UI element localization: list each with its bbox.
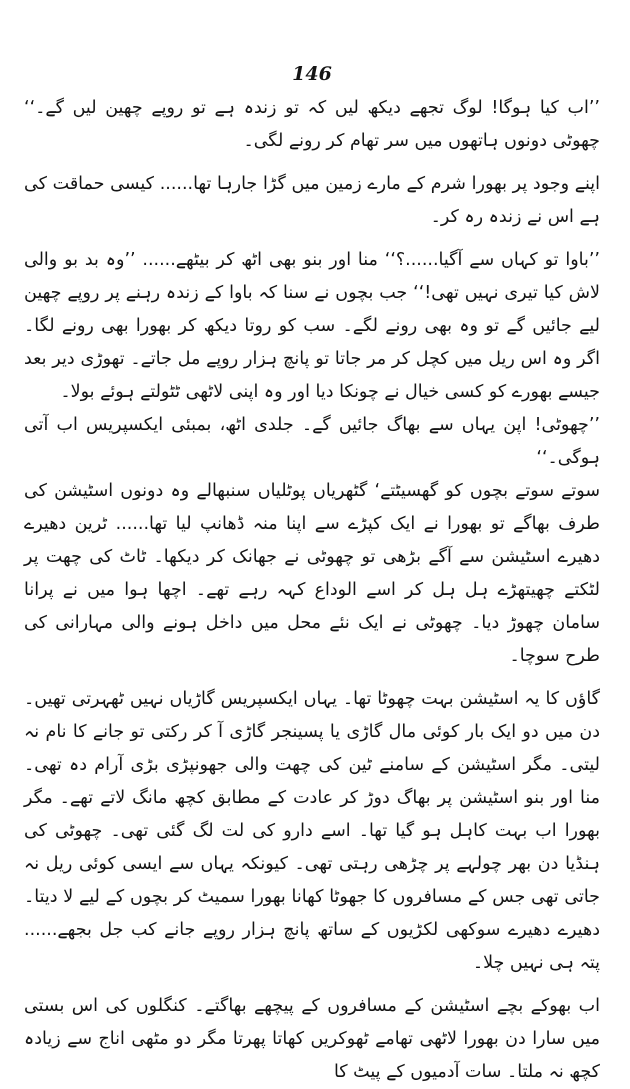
paragraph: سوتے سوتے بچوں کو گھسیٹتے‘ گٹھریاں پوٹلیاں سنبھالے وہ دونوں اسٹیشن کی طرف بھاگے تو بھورا نے ایک کپڑے سے اپنا منہ ڈھانپ لیا تھا...... ٹرین دھیرے دھیرے اسٹیشن سے آگے بڑھی تو چھوٹی نے جھانک کر دیکھا۔ ٹاٹ کی چھت پر لٹکتے چھیتھڑے ہل ہل کر اسے الوداع کہہ رہے تھے۔ اچھا ہوا میں نے پرانا سامان چھوڑ دیا۔ چھوٹی نے ایک نئے محل میں داخل ہونے والی مہارانی کی طرح سوچا۔ xyxy=(24,481,600,666)
paragraph: اب بھوکے بچے اسٹیشن کے مسافروں کے پیچھے بھاگتے۔ کنگلوں کی اس بستی میں سارا دن بھورا لاٹھی تھامے ٹھوکریں کھاتا پھرتا مگر دو مٹھی اناج سے زیادہ کچھ نہ ملتا۔ سات آدمیوں کے پیٹ کا xyxy=(24,996,600,1082)
paragraph: گاؤں کا یہ اسٹیشن بہت چھوٹا تھا۔ یہاں ایکسپریس گاڑیاں نہیں ٹھہرتی تھیں۔ دن میں دو ایک بار کوئی مال گاڑی یا پسینجر گاڑی آ کر رکتی تو جانے کا نام نہ لیتی۔ مگر اسٹیشن کے سامنے ٹین کی چھت والی جھونپڑی بڑی آرام دہ تھی۔ منا اور بنو اسٹیشن پر بھاگ دوڑ کر عادت کے مطابق کچھ مانگ لاتے تھے۔ مگر بھورا اب بہت کاہل ہو گیا تھا۔ اسے دارو کی لت لگ گئی تھی۔ چھوٹی کی ہنڈیا دن بھر چولہے پر چڑھی رہتی تھی۔ کیونکہ یہاں سے ایسی کوئی ریل نہ جاتی تھی جس کے مسافروں کا جھوٹا کھانا بھورا سمیٹ کر بچوں کے لیے لا دیتا۔ دھیرے دھیرے سوکھی لکڑیوں کے ساتھ پانچ ہزار روپے جانے کب جل بجھے...... پتہ ہی نہیں چلا۔ xyxy=(24,689,600,973)
paragraph: ’’اب کیا ہوگا! لوگ تجھے دیکھ لیں کہ تو زندہ ہے تو روپے چھین لیں گے۔‘‘ چھوٹی دونوں ہاتھوں میں سر تھام کر رونے لگی۔ xyxy=(24,98,600,151)
paragraph: ’’باوا تو کہاں سے آگیا......؟‘‘ منا اور بنو بھی اٹھ کر بیٹھے...... ’’وہ بد بو والی لاش کیا تیری نہیں تھی!‘‘ جب بچوں نے سنا کہ باوا کے زندہ رہنے پر روپے چھین لیے جائیں گے تو وہ بھی رونے لگے۔ سب کو روتا دیکھ کر بھورا بھی رونے لگا۔ اگر وہ اس ریل میں کچل کر مر جاتا تو پانچ ہزار روپے مل جاتے۔ تھوڑی دیر بعد جیسے بھورے کو کسی خیال نے چونکا دیا اور وہ اپنی لاٹھی ٹٹولتے ہوئے بولا۔ xyxy=(24,250,600,402)
page-body xyxy=(24,92,600,1089)
page-number: 146 xyxy=(292,63,332,85)
paragraph: اپنے وجود پر بھورا شرم کے مارے زمین میں گڑا جارہا تھا...... کیسی حماقت کی ہے اس نے زندہ رہ کر۔ xyxy=(24,174,600,227)
paragraph: ’’چھوٹی! اپن یہاں سے بھاگ جائیں گے۔ جلدی اٹھ، بمبئی ایکسپریس اب آتی ہوگی۔‘‘ xyxy=(24,415,600,468)
